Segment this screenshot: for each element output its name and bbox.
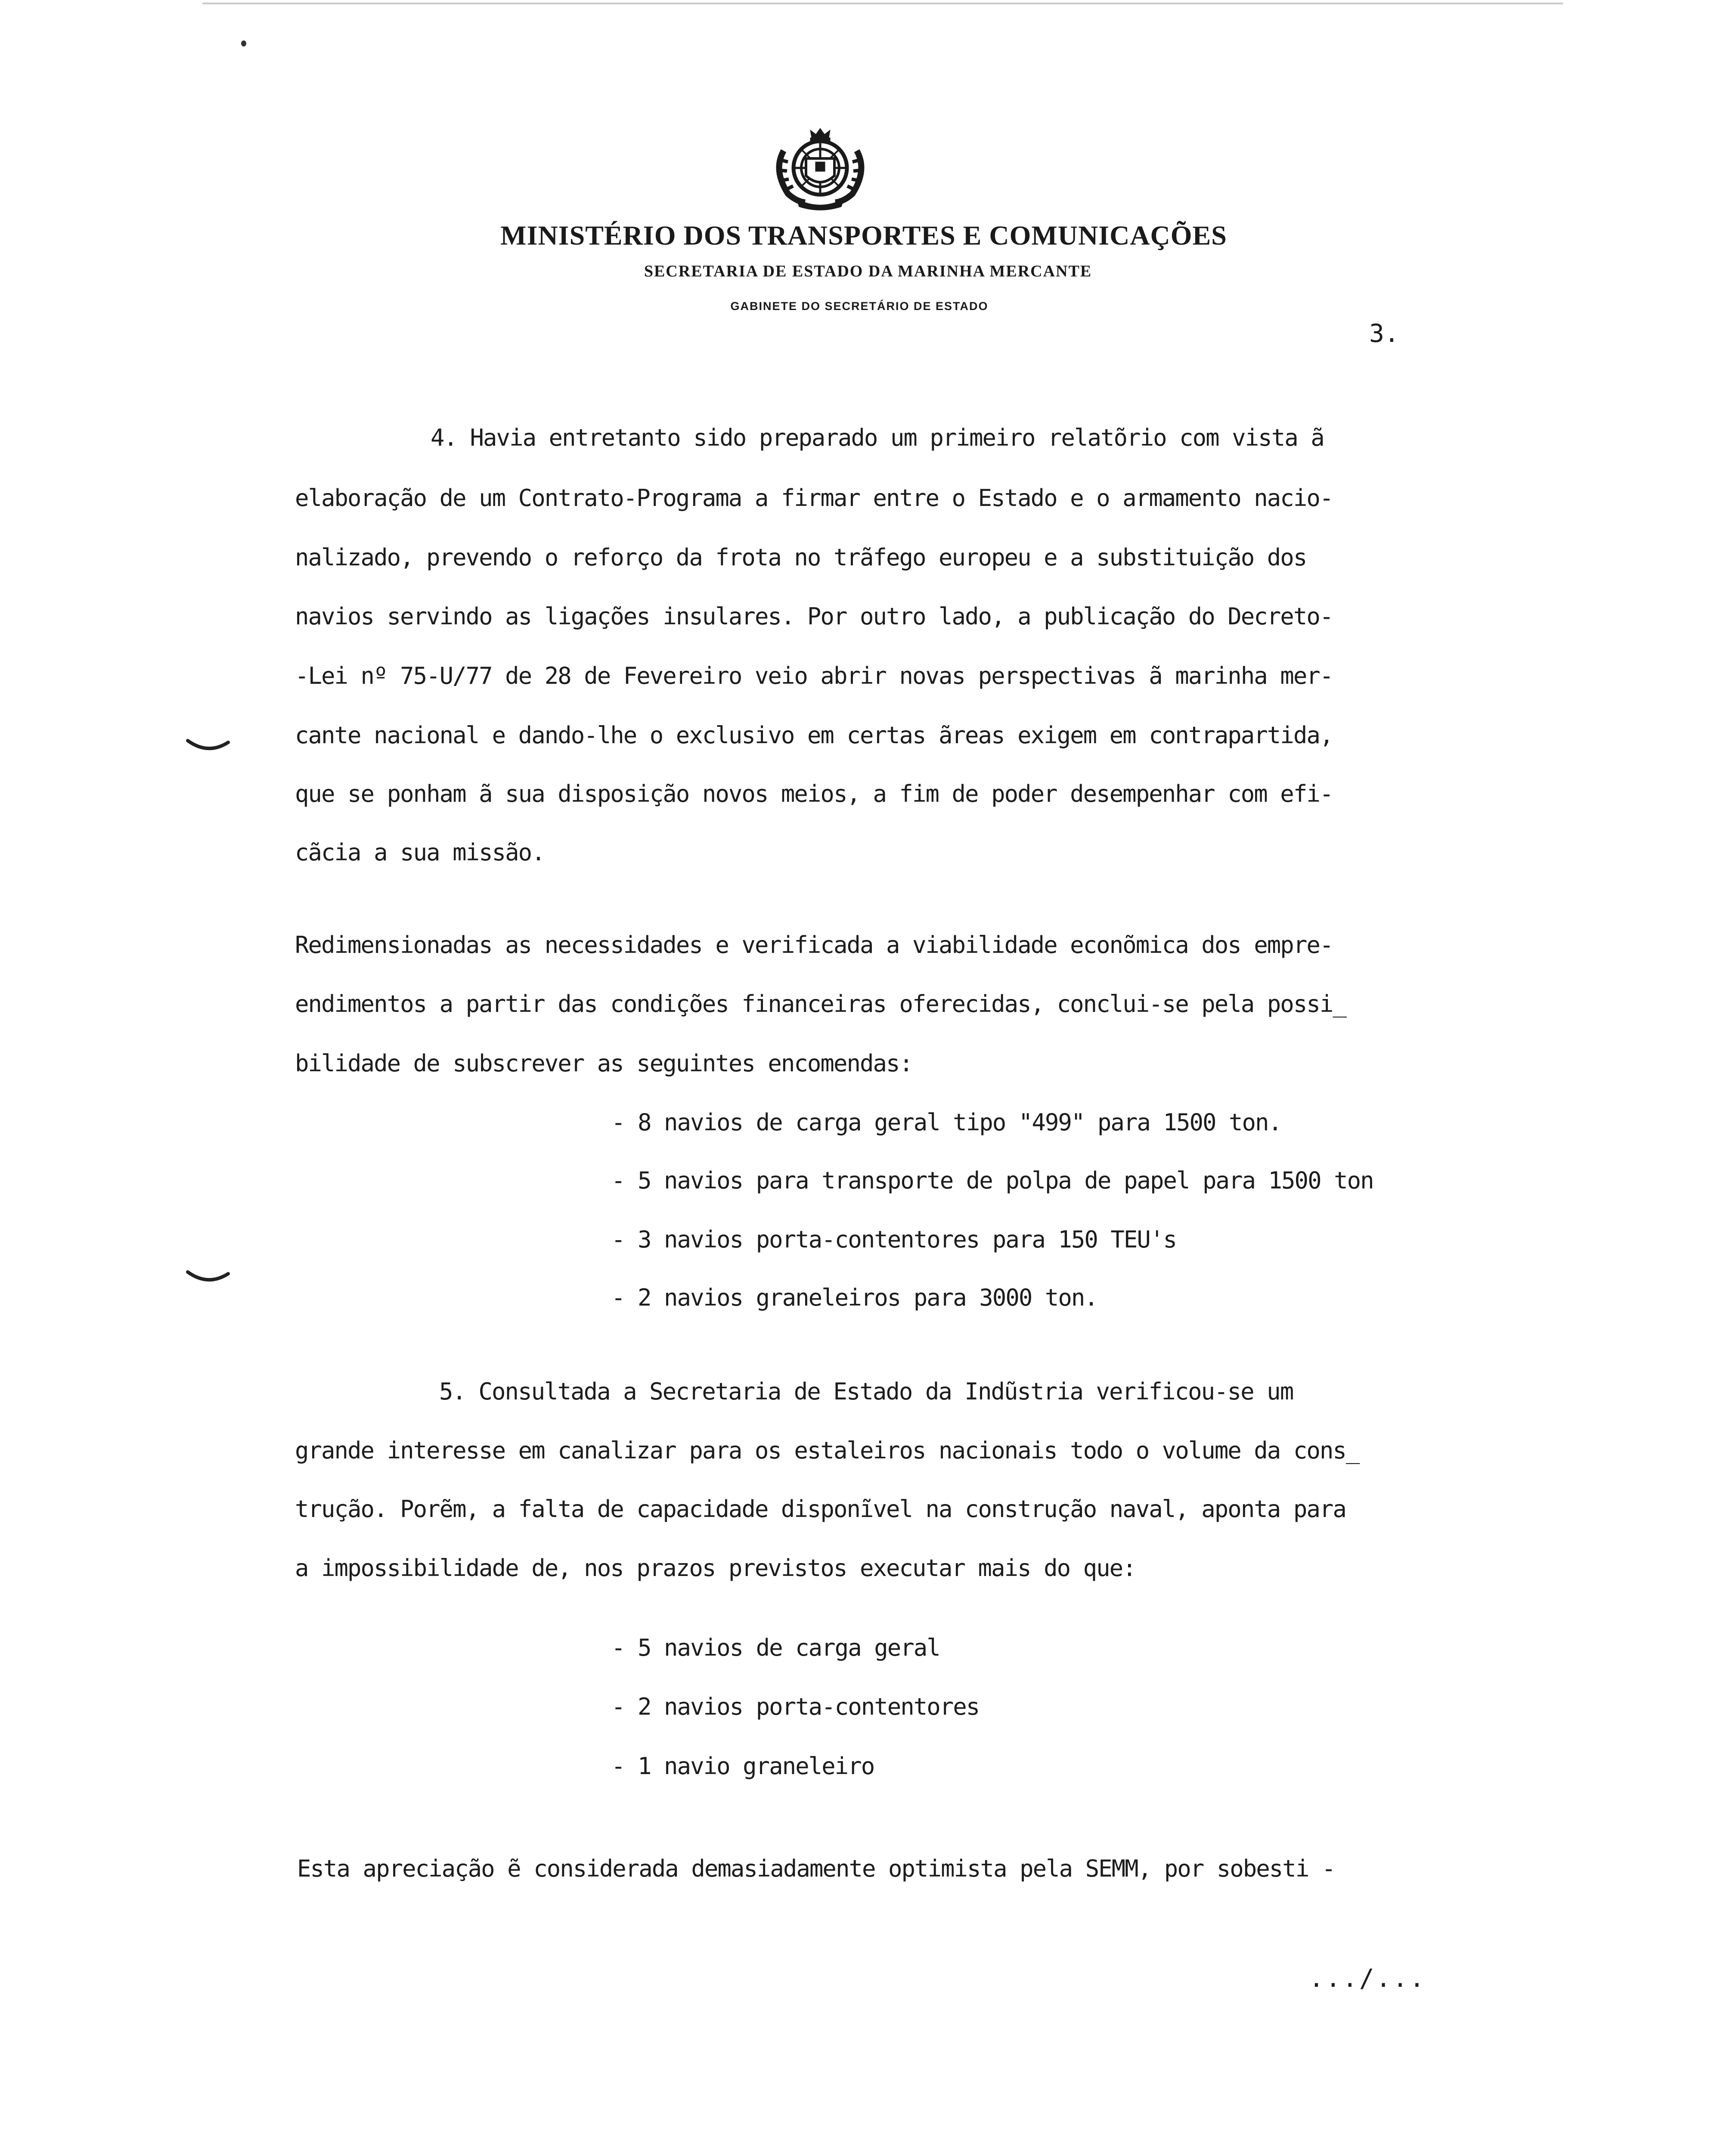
- order-list-item: - 2 navios graneleiros para 3000 ton.: [611, 1284, 1097, 1311]
- top-edge-rule: [202, 3, 1563, 4]
- paragraph-4-line-7: que se ponham ã sua disposição novos meios, a fim de poder desempenhar com efi-: [295, 780, 1333, 807]
- paragraph-redim-line-2: endimentos a partir das condições financeiras oferecidas, conclui-se pela possi_: [295, 990, 1346, 1018]
- margin-hole-punch-mark: [184, 1269, 232, 1287]
- paper-speck: [241, 40, 246, 47]
- paragraph-4-line-5: -Lei nº 75-U/77 de 28 de Fevereiro veio abrir novas perspectivas ã marinha mer-: [295, 662, 1333, 689]
- continuation-mark: .../...: [1309, 1964, 1426, 1993]
- paragraph-5-line-3: trução. Porẽm, a falta de capacidade disponĩvel na construção naval, aponta para: [295, 1495, 1346, 1523]
- paragraph-redim-line-1: Redimensionadas as necessidades e verificada a viabilidade econõmica dos empre-: [295, 931, 1333, 959]
- ministry-title: MINISTÉRIO DOS TRANSPORTES E COMUNICAÇÕES: [500, 220, 1227, 251]
- coat-of-arms-icon: [771, 125, 870, 211]
- order-list-item: - 3 navios porta-contentores para 150 TEU's: [611, 1226, 1176, 1253]
- paragraph-5-line-2: grande interesse em canalizar para os estaleiros nacionais todo o volume da cons_: [295, 1437, 1359, 1464]
- margin-hole-punch-mark: [184, 738, 232, 755]
- paragraph-5-line-4: a impossibilidade de, nos prazos previstos executar mais do que:: [295, 1554, 1136, 1582]
- order-list-item: - 5 navios para transporte de polpa de papel para 1500 ton: [611, 1167, 1373, 1194]
- paragraph-4-line-8: cãcia a sua missão.: [295, 839, 545, 866]
- paragraph-4-line-2: elaboração de um Contrato-Programa a firmar entre o Estado e o armamento nacio-: [295, 484, 1333, 512]
- capacity-list-item: - 5 navios de carga geral: [611, 1634, 940, 1661]
- paragraph-redim-line-3: bilidade de subscrever as seguintes encomendas:: [295, 1050, 913, 1077]
- paragraph-5-line-1: 5. Consultada a Secretaria de Estado da Indũstria verificou-se um: [439, 1378, 1293, 1405]
- capacity-list-item: - 2 navios porta-contentores: [611, 1693, 980, 1720]
- paragraph-4-line-3: nalizado, prevendo o reforço da frota no trãfego europeu e a substituição dos: [295, 544, 1307, 571]
- paragraph-4-line-4: navios servindo as ligações insulares. Por outro lado, a publicação do Decreto-: [295, 603, 1333, 630]
- gabinete-subtitle: GABINETE DO SECRETÁRIO DE ESTADO: [730, 300, 989, 313]
- page-number: 3.: [1369, 319, 1399, 348]
- closing-line: Esta apreciação ẽ considerada demasiadamente optimista pela SEMM, por sobesti -: [297, 1855, 1335, 1882]
- paragraph-4-line-6: cante nacional e dando-lhe o exclusivo em certas ãreas exigem em contrapartida,: [295, 722, 1333, 749]
- secretaria-subtitle: SECRETARIA DE ESTADO DA MARINHA MERCANTE: [644, 262, 1092, 280]
- order-list-item: - 8 navios de carga geral tipo "499" para 1500 ton.: [611, 1109, 1282, 1136]
- capacity-list-item: - 1 navio graneleiro: [611, 1753, 874, 1780]
- paragraph-4-line-1: 4. Havia entretanto sido preparado um primeiro relatõrio com vista ã: [431, 424, 1324, 451]
